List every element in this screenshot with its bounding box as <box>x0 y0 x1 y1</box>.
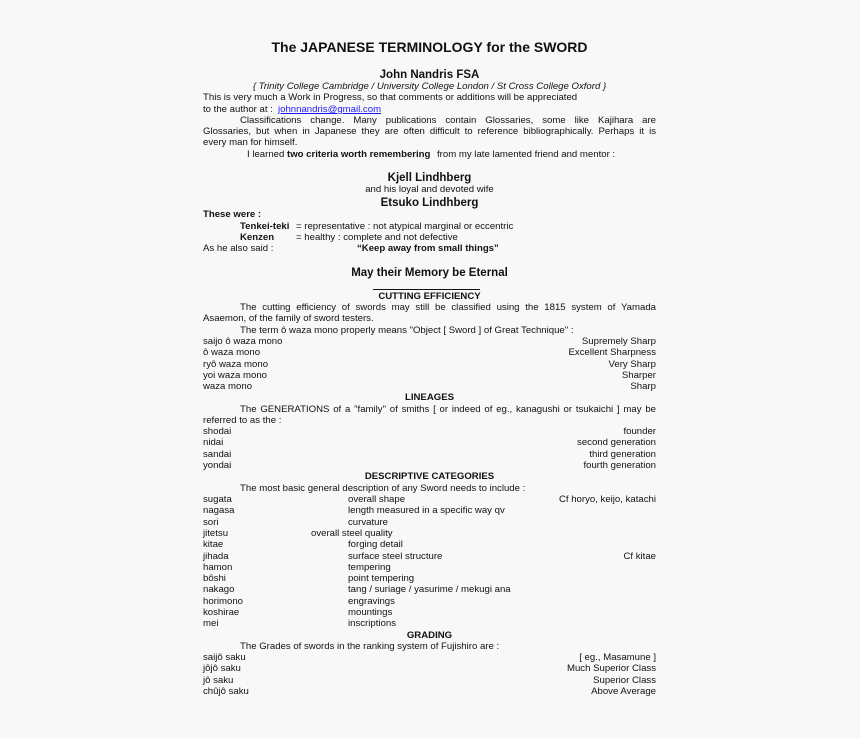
category-row-meaning: curvature <box>348 516 388 528</box>
grade-row-term: chûjô saku <box>203 685 249 697</box>
email-link[interactable]: johnnandris@gmail.com <box>278 104 382 115</box>
grade-row-term: saijô saku <box>203 652 246 663</box>
category-row-note: Cf kitae <box>623 550 656 562</box>
intro-paragraph: Glossaries, but when in Japanese they are often difficult to reference bibliographically. Perhaps it is <box>203 126 656 137</box>
category-row-meaning: engravings <box>348 595 395 607</box>
category-row-term: nagasa <box>203 505 235 517</box>
category-row-meaning: tang / suriage / yasurime / mekugi ana <box>348 584 511 596</box>
intro-text: I learned <box>247 149 285 160</box>
category-row-meaning: mountings <box>348 607 393 618</box>
intro-paragraph: Classifications change. Many publications contain Glossaries, some like Kajihara are <box>240 115 656 126</box>
category-row-term: bôshi <box>203 573 226 585</box>
category-row-term: sugata <box>203 494 232 505</box>
grade-row-meaning: Much Superior Class <box>566 663 656 675</box>
category-row-meaning: point tempering <box>348 573 415 585</box>
mentor-wife-caption: and his loyal and devoted wife <box>365 184 494 195</box>
category-row-term: hamon <box>203 561 233 573</box>
category-row-term: koshirae <box>203 607 240 618</box>
intro-text: This is very much a Work in Progress, so that comments or additions will be appreciated <box>203 92 578 103</box>
criteria-label: These were : <box>203 209 262 220</box>
quote-text: “Keep away from small things” <box>357 243 499 254</box>
lineage-row-term: nidai <box>203 437 224 449</box>
cutting-efficiency-heading: CUTTING EFFICIENCY <box>378 291 481 302</box>
cutting-row-meaning: Excellent Sharpness <box>568 347 656 359</box>
divider-line <box>373 289 480 290</box>
lineage-row-meaning: founder <box>623 426 656 437</box>
cutting-row-meaning: Very Sharp <box>608 358 656 370</box>
criteria-definition: = representative : not atypical marginal or eccentric <box>296 221 514 232</box>
category-row-meaning: surface steel structure <box>348 550 443 562</box>
category-row-meaning: tempering <box>348 561 391 573</box>
cutting-row-meaning: Sharp <box>630 381 656 393</box>
cutting-paragraph: Asaemon, of the family of sword testers. <box>203 313 374 324</box>
category-row-meaning: overall steel quality <box>311 527 393 539</box>
category-row-term: nakago <box>203 584 235 596</box>
mentor-name: Kjell Lindhberg <box>387 172 472 184</box>
email-label: to the author at : <box>203 104 273 115</box>
document-title: The JAPANESE TERMINOLOGY for the SWORD <box>271 39 588 55</box>
category-row-meaning: inscriptions <box>348 618 396 630</box>
author-affiliation: { Trinity College Cambridge / University College London / St Cross College Oxford } <box>252 81 607 92</box>
category-row-term: sori <box>203 516 219 528</box>
cutting-row-meaning: Supremely Sharp <box>581 336 656 347</box>
grade-row-term: jô saku <box>203 674 234 686</box>
memorial-heading: May their Memory be Eternal <box>351 267 508 279</box>
grading-paragraph: The Grades of swords in the ranking system of Fujishiro are : <box>240 641 500 652</box>
lineages-paragraph: referred to as the : <box>203 415 282 426</box>
category-row-term: horimono <box>203 595 243 607</box>
lineage-row-meaning: second generation <box>577 437 656 449</box>
grading-heading: GRADING <box>406 630 453 641</box>
descriptive-categories-heading: DESCRIPTIVE CATEGORIES <box>364 471 495 482</box>
lineage-row-term: shodai <box>203 426 232 437</box>
cutting-row-term: saijo ô waza mono <box>203 336 283 347</box>
criteria-term: Tenkei-teki <box>240 221 290 232</box>
author-name: John Nandris FSA <box>379 69 480 81</box>
grade-row-meaning: [ eg., Masamune ] <box>579 652 656 663</box>
category-row-term: mei <box>203 618 219 630</box>
cutting-paragraph: The cutting efficiency of swords may still be classified using the 1815 system of Yamada <box>240 302 656 313</box>
grade-row-meaning: Superior Class <box>593 674 656 686</box>
cutting-row-term: ryô waza mono <box>203 358 269 370</box>
lineage-row-meaning: third generation <box>589 448 656 460</box>
lineages-paragraph: The GENERATIONS of a "family" of smiths [ or indeed of eg., kanagushi or tsukaichi ] may be <box>240 404 656 415</box>
descriptive-paragraph: The most basic general description of any Sword needs to include : <box>240 483 526 494</box>
lineage-row-meaning: fourth generation <box>583 459 656 471</box>
category-row-meaning: forging detail <box>348 539 403 551</box>
category-row-meaning: length measured in a specific way qv <box>348 505 505 517</box>
grade-row-term: jôjô saku <box>203 663 241 675</box>
cutting-row-meaning: Sharper <box>621 369 656 381</box>
category-row-term: jihada <box>203 550 229 562</box>
category-row-note: Cf horyo, keijo, katachi <box>558 494 656 505</box>
mentor-wife-name: Etsuko Lindhberg <box>380 197 479 209</box>
quote-label: As he also said : <box>203 243 274 254</box>
cutting-paragraph: The term ô waza mono properly means "Object [ Sword ] of Great Technique" : <box>240 325 574 336</box>
lineage-row-term: sandai <box>203 448 232 460</box>
category-row-meaning: overall shape <box>348 494 406 505</box>
intro-paragraph: every man for himself. <box>203 137 298 148</box>
cutting-row-term: ô waza mono <box>203 347 261 359</box>
criteria-definition: = healthy : complete and not defective <box>296 232 458 244</box>
intro-text: from my late lamented friend and mentor : <box>437 149 616 160</box>
grade-row-meaning: Above Average <box>591 685 656 697</box>
category-row-term: kitae <box>203 539 224 551</box>
intro-emphasis: two criteria worth remembering <box>287 149 431 160</box>
cutting-row-term: yoi waza mono <box>203 369 267 381</box>
category-row-term: jitetsu <box>203 527 229 539</box>
lineage-row-term: yondai <box>203 459 232 471</box>
criteria-term: Kenzen <box>240 232 275 244</box>
cutting-row-term: waza mono <box>203 381 253 393</box>
lineages-heading: LINEAGES <box>404 392 455 403</box>
